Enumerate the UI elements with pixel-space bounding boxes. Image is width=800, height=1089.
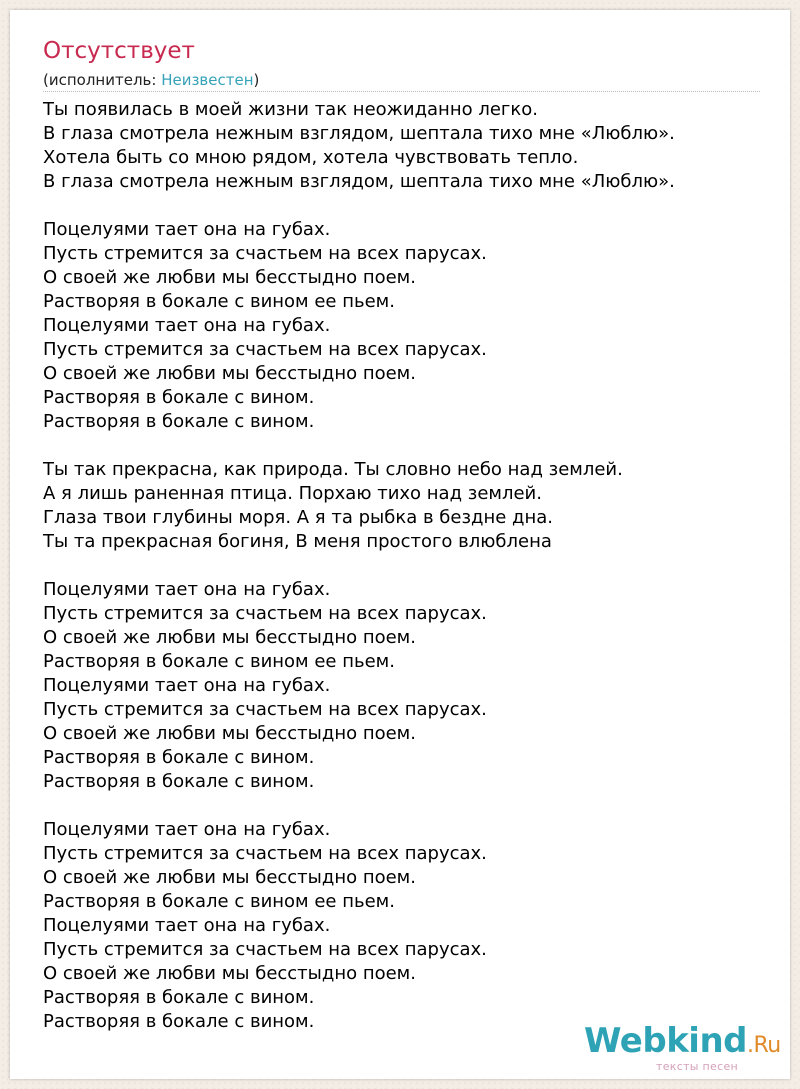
logo-brand: Webkind <box>584 1021 747 1061</box>
lyric-line: О своей же любви мы бесстыдно поем. <box>43 723 416 744</box>
logo-tagline: тексты песен <box>656 1060 739 1073</box>
lyric-line: О своей же любви мы бесстыдно поем. <box>43 627 416 648</box>
lyric-line: Растворяя в бокале с вином. <box>43 987 315 1008</box>
lyric-line: Хотела быть со мною рядом, хотела чувствовать тепло. <box>43 147 579 168</box>
lyric-line: Пусть стремится за счастьем на всех парусах. <box>43 843 487 864</box>
lyric-line: Ты появилась в моей жизни так неожиданно легко. <box>43 99 538 120</box>
lyric-line: А я лишь раненная птица. Порхаю тихо над землей. <box>43 483 542 504</box>
lyric-line: Поцелуями тает она на губах. <box>43 579 331 600</box>
lyric-line: Растворяя в бокале с вином. <box>43 387 315 408</box>
lyric-line: Поцелуями тает она на губах. <box>43 675 331 696</box>
lyric-line: О своей же любви мы бесстыдно поем. <box>43 963 416 984</box>
performer-line <box>43 71 259 89</box>
stanza-gap <box>43 794 783 818</box>
lyric-line: Растворяя в бокале с вином. <box>43 411 315 432</box>
song-title: Отсутствует <box>43 38 195 64</box>
lyric-line: О своей же любви мы бесстыдно поем. <box>43 267 416 288</box>
lyric-line: Растворяя в бокале с вином. <box>43 747 315 768</box>
lyric-line: Поцелуями тает она на губах. <box>43 819 331 840</box>
lyric-line: Поцелуями тает она на губах. <box>43 219 331 240</box>
lyric-line: Растворяя в бокале с вином ее пьем. <box>43 891 395 912</box>
lyric-line: Поцелуями тает она на губах. <box>43 915 331 936</box>
lyrics-sheet <box>10 10 790 1079</box>
lyric-line: Ты так прекрасна, как природа. Ты словно небо над землей. <box>43 459 623 480</box>
site-logo <box>584 1021 784 1074</box>
title-divider <box>43 91 760 92</box>
lyric-line: Растворяя в бокале с вином. <box>43 771 315 792</box>
lyric-line: Пусть стремится за счастьем на всех парусах. <box>43 339 487 360</box>
performer-suffix: ) <box>253 71 260 89</box>
lyric-line: О своей же любви мы бесстыдно поем. <box>43 363 416 384</box>
lyric-line: В глаза смотрела нежным взглядом, шептала тихо мне «Люблю». <box>43 123 675 144</box>
lyric-line: Глаза твои глубины моря. А я та рыбка в бездне дна. <box>43 507 554 528</box>
lyric-line: Пусть стремится за счастьем на всех парусах. <box>43 243 487 264</box>
stanza-gap <box>43 194 783 218</box>
lyric-line: Растворяя в бокале с вином. <box>43 1011 315 1032</box>
lyric-line: Растворяя в бокале с вином ее пьем. <box>43 651 395 672</box>
stanza-gap <box>43 434 783 458</box>
performer-link[interactable]: Неизвестен <box>161 71 254 89</box>
lyric-line: О своей же любви мы бесстыдно поем. <box>43 867 416 888</box>
lyric-line: В глаза смотрела нежным взглядом, шептала тихо мне «Люблю». <box>43 171 675 192</box>
logo-wordmark <box>584 1021 781 1061</box>
lyric-line: Растворяя в бокале с вином ее пьем. <box>43 291 395 312</box>
lyric-line: Ты та прекрасная богиня, В меня простого влюблена <box>43 531 552 552</box>
performer-prefix: (исполнитель: <box>43 71 162 89</box>
logo-tld: .Ru <box>747 1033 781 1058</box>
lyrics-body <box>43 98 783 1034</box>
lyric-line: Пусть стремится за счастьем на всех парусах. <box>43 939 487 960</box>
lyric-line: Поцелуями тает она на губах. <box>43 315 331 336</box>
lyric-line: Пусть стремится за счастьем на всех парусах. <box>43 699 487 720</box>
lyric-line: Пусть стремится за счастьем на всех парусах. <box>43 603 487 624</box>
stanza-gap <box>43 554 783 578</box>
